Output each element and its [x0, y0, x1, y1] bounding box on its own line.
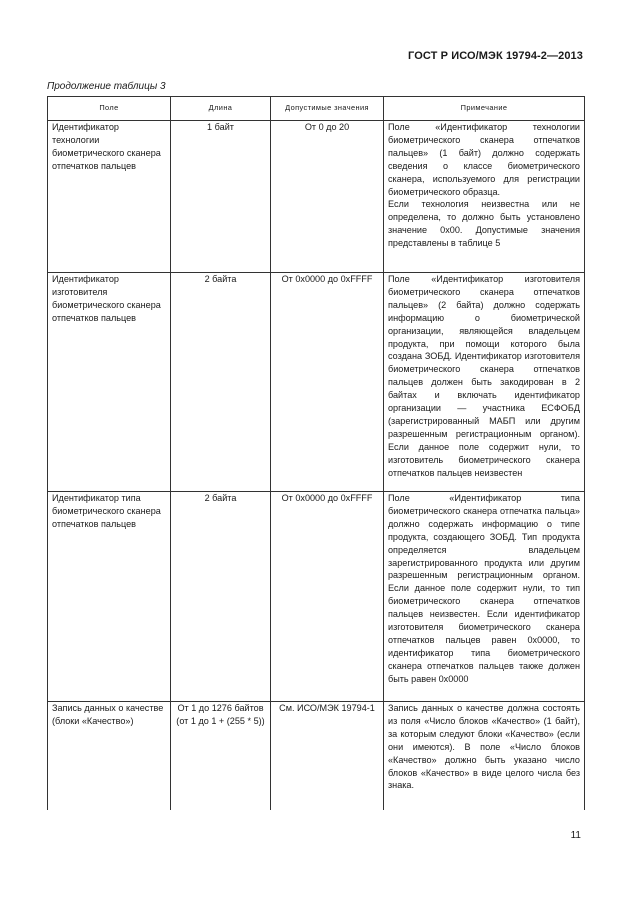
- cell-values: См. ИСО/МЭК 19794-1: [271, 702, 384, 811]
- column-header-length: Длина: [171, 97, 271, 121]
- table-row: [48, 492, 585, 702]
- cell-length: От 1 до 1276 байтов (от 1 до 1 + (255 * 5)): [171, 702, 271, 811]
- cell-field: Идентификатор типа биометрического сканера отпечатков пальцев: [48, 492, 171, 702]
- cell-length: 2 байта: [171, 273, 271, 492]
- cell-note: [384, 702, 585, 811]
- table-row: [48, 702, 585, 811]
- table-row: [48, 273, 585, 492]
- column-header-field: Поле: [48, 97, 171, 121]
- cell-field: Запись данных о качестве (блоки «Качество»): [48, 702, 171, 811]
- cell-field: Идентификатор изготовителя биометрического сканера отпечатков пальцев: [48, 273, 171, 492]
- note-paragraph: Запись данных о качестве должна состоять из поля «Число блоков «Качество» (1 байт), за которым следуют блоки «Качество» (если они имеются). В поле «Число блоков «Качество» должно быть указано число блоков «Качество» в виде целого числа без знака.: [388, 703, 580, 791]
- cell-note: [384, 492, 585, 702]
- cell-note: [384, 273, 585, 492]
- note-paragraph: Если технология неизвестна или не определена, то должно быть установлено значение 0x00. Допустимые значения представлены в таблице 5: [388, 199, 580, 249]
- note-paragraph: Поле «Идентификатор типа биометрического сканера отпечатка пальца» должно содержать информацию о типе продукта, создающего ЗОБД. Тип продукта определяется владельцем зарегистрированного продукта или другим разрешенным регистрационным органом. Если данное поле содержит нули, то тип биометрического сканера отпечатков пальцев неизвестен. Если идентификатор изготовителя биометрического сканера отпечатков пальцев равен 0x0000, то идентификатор типа биометрического сканера отпечатков пальцев также должен быть равен 0x0000: [388, 493, 580, 684]
- fields-table: [47, 96, 585, 810]
- note-paragraph: Поле «Идентификатор изготовителя биометрического сканера отпечатков пальцев» (2 байта) должно содержать информацию о биометрической организации, являющейся владельцем продукта, при помощи которого была создана ЗОБД. Идентификатор изготовителя биометрического сканера отпечатков пальцев должен быть закодирован в 2 байтах и включать идентификатор организации — участника ЕСФОБД (зарегистрированный МАБП или другим разрешенным регистрационным органом). Если данное поле содержит нули, то изготовитель биометрического сканера отпечатков пальцев неизвестен: [388, 274, 580, 478]
- cell-length: 1 байт: [171, 121, 271, 273]
- table-caption: Продолжение таблицы 3: [47, 81, 166, 92]
- cell-note: [384, 121, 585, 273]
- cell-values: От 0 до 20: [271, 121, 384, 273]
- note-paragraph: Поле «Идентификатор технологии биометрического сканера отпечатков пальцев» (1 байт) должно содержать сведения о классе биометрического сканера, используемого для регистрации биометрического образца.: [388, 122, 580, 197]
- cell-values: От 0x0000 до 0xFFFF: [271, 273, 384, 492]
- cell-field: Идентификатор технологии биометрического сканера отпечатков пальцев: [48, 121, 171, 273]
- table-row: [48, 121, 585, 273]
- cell-values: От 0x0000 до 0xFFFF: [271, 492, 384, 702]
- column-header-note: Примечание: [384, 97, 585, 121]
- table-header-row: [48, 97, 585, 121]
- document-header: ГОСТ Р ИСО/МЭК 19794-2—2013: [408, 50, 583, 62]
- column-header-values: Допустимые значения: [271, 97, 384, 121]
- cell-length: 2 байта: [171, 492, 271, 702]
- page-number: 11: [570, 830, 581, 841]
